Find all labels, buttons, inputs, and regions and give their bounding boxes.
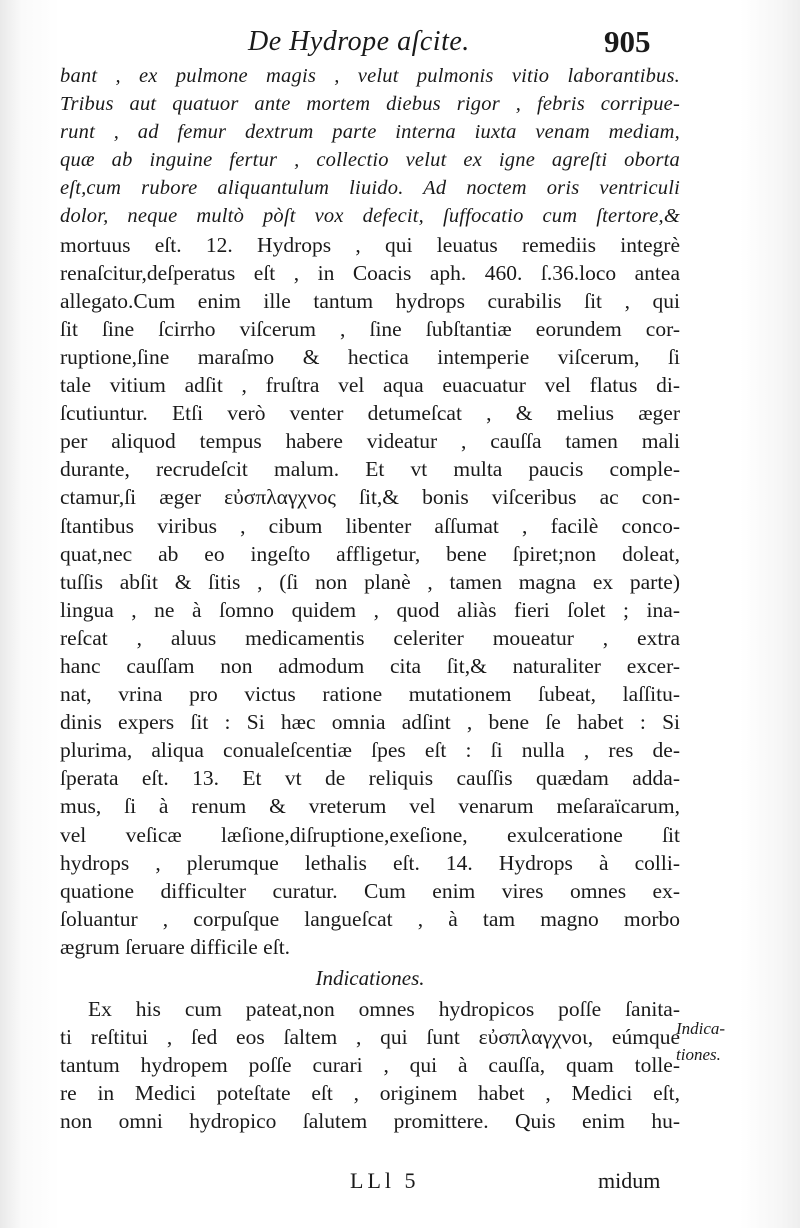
text-line: non omni hydropico ſalutem promittere. Quis enim hu- bbox=[60, 1109, 680, 1134]
text-line: ti reſtitui , ſed eos ſaltem , qui ſunt εὐσπλαγχνοι, eúmque bbox=[60, 1025, 680, 1050]
signature-mark: LLl 5 bbox=[350, 1168, 420, 1193]
text-line: quat,nec ab eo ingeſto affligetur, bene ſpiret;non doleat, bbox=[60, 541, 680, 566]
text-line: dolor, neque multò pòſt vox defecit, ſuffocatio cum ſtertore,& bbox=[60, 205, 680, 228]
text-line: tuſſis abſit & ſitis , (ſi non planè , tamen magna ex parte) bbox=[60, 569, 680, 594]
page-footer bbox=[0, 1168, 800, 1200]
text-line: dinis expers ſit : Si hæc omnia adſint , bene ſe habet : Si bbox=[60, 710, 680, 735]
text-line: durante, recrudeſcit malum. Et vt multa paucis comple- bbox=[60, 457, 680, 482]
text-line: allegato.Cum enim ille tantum hydrops curabilis ſit , qui bbox=[60, 288, 680, 313]
text-line: hanc cauſſam non admodum cita ſit,& naturaliter excer- bbox=[60, 653, 680, 678]
text-line: bant , ex pulmone magis , velut pulmonis vitio laborantibus. bbox=[60, 65, 680, 87]
text-line: ægrum ſeruare difficile eſt. bbox=[60, 934, 291, 959]
text-block bbox=[60, 62, 680, 1135]
text-line: per aliquod tempus habere videatur , cauſſa tamen mali bbox=[60, 429, 680, 454]
text-line: lingua , ne à ſomno quidem , quod aliàs fieri ſolet ; ina- bbox=[60, 597, 680, 622]
text-line: runt , ad femur dextrum parte interna iuxta venam mediam, bbox=[60, 121, 680, 144]
text-line: nat, vrina pro victus ratione mutationem ſubeat, laſſitu- bbox=[60, 682, 680, 707]
running-title: De Hydrope aſcite. bbox=[248, 26, 470, 57]
text-line: ſit ſine ſcirrho viſcerum , ſine ſubſtantiæ eorundem cor- bbox=[60, 316, 680, 341]
marginal-note-line: tiones. bbox=[676, 1045, 721, 1064]
text-line: tale vitium adſit , fruſtra vel aqua euacuatur vel flatus di- bbox=[60, 373, 680, 398]
marginal-note-line: Indica- bbox=[676, 1019, 726, 1038]
text-line: quatione difficulter curatur. Cum enim vires omnes ex- bbox=[60, 878, 680, 903]
text-line: reſcat , aluus medicamentis celeriter moueatur , extra bbox=[60, 625, 680, 650]
text-line: mus, ſi à renum & vreterum vel venarum meſaraïcarum, bbox=[60, 794, 680, 819]
text-line: ruptione,ſine maraſmo & hectica intemperie viſcerum, ſi bbox=[60, 344, 680, 369]
text-line: ctamur,ſi æger εὐσπλαγχνος ſit,& bonis viſceribus ac con- bbox=[60, 485, 680, 510]
text-line: vel veſicæ læſione,diſruptione,exeſione, exulceratione ſit bbox=[60, 822, 680, 847]
text-line: plurima, aliqua conualeſcentiæ ſpes eſt : ſi nulla , res de- bbox=[60, 738, 680, 763]
text-line: tantum hydropem poſſe curari , qui à cauſſa, quam tolle- bbox=[60, 1053, 680, 1078]
catchword: midum bbox=[598, 1168, 661, 1193]
text-line: ſcutiuntur. Etſi verò venter detumeſcat , & melius æger bbox=[60, 401, 680, 426]
page-number: 905 bbox=[604, 24, 651, 59]
text-line: mortuus eſt. 12. Hydrops , qui leuatus remediis integrè bbox=[60, 232, 680, 257]
text-line: hydrops , plerumque lethalis eſt. 14. Hydrops à colli- bbox=[60, 850, 680, 875]
text-line: renaſcitur,deſperatus eſt , in Coacis aph. 460. ſ.36.loco antea bbox=[60, 260, 680, 285]
section-heading: Indicationes. bbox=[315, 966, 425, 990]
marginal-note bbox=[676, 1016, 786, 1068]
text-line: ſoluantur , corpuſque langueſcat , à tam magno morbo bbox=[60, 906, 680, 931]
text-line: Tribus aut quatuor ante mortem diebus rigor , febris corripue- bbox=[60, 93, 680, 116]
text-line: quæ ab inguine fertur , collectio velut ex igne agreſti oborta bbox=[60, 149, 680, 172]
text-line: ſtantibus viribus , cibum libenter aſſumat , facilè conco- bbox=[60, 513, 680, 538]
text-line: eſt,cum rubore aliquantulum liuido. Ad noctem oris ventriculi bbox=[60, 177, 680, 200]
text-line: ſperata eſt. 13. Et vt de reliquis cauſſis quædam adda- bbox=[60, 766, 680, 791]
text-line: Ex his cum pateat,non omnes hydropicos poſſe ſanita- bbox=[88, 997, 680, 1021]
text-line: re in Medici poteſtate eſt , originem habet , Medici eſt, bbox=[60, 1081, 680, 1106]
